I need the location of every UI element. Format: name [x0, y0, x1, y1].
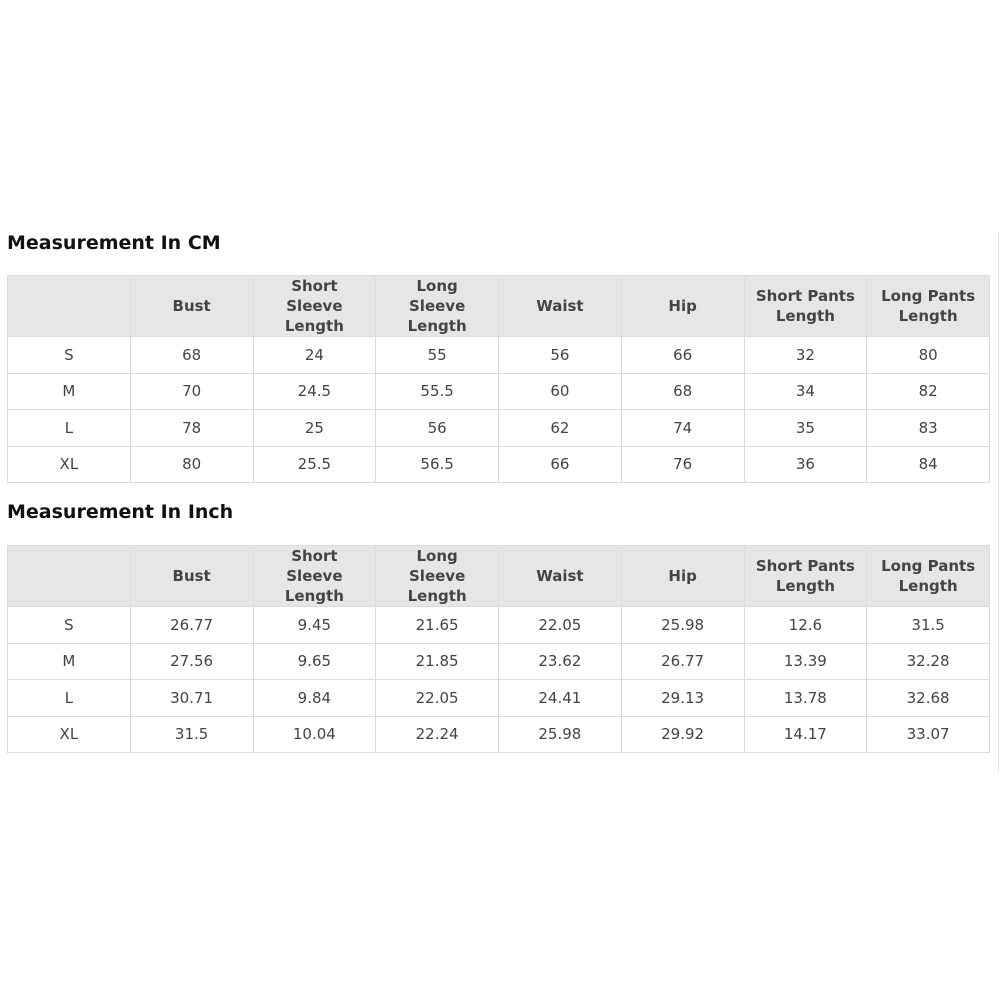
column-header-label: Short Pants Length [755, 287, 855, 325]
measurement-cell: 23.62 [499, 643, 622, 680]
measurement-cell: 56.5 [376, 446, 499, 483]
measurement-cell: 78 [130, 410, 253, 447]
measurement-cell: 56 [499, 337, 622, 374]
table-row [8, 337, 990, 374]
column-header [130, 546, 253, 607]
header-row [8, 276, 990, 337]
size-label-cell: M [8, 373, 131, 410]
section-title-cm: Measurement In CM [7, 232, 221, 254]
header-cell-size [8, 276, 131, 337]
measurement-cell: 9.45 [253, 607, 376, 644]
column-header [621, 546, 744, 607]
measurement-cell: 62 [499, 410, 622, 447]
column-header [253, 276, 376, 337]
size-table-cm [7, 275, 990, 483]
measurement-cell: 25.98 [621, 607, 744, 644]
column-header-label: Long Pants Length [881, 557, 976, 595]
measurement-cell: 55.5 [376, 373, 499, 410]
table-row [8, 607, 990, 644]
column-header [499, 276, 622, 337]
size-table-inch [7, 545, 990, 753]
column-header-label: Short Pants Length [755, 557, 855, 595]
table-row [8, 410, 990, 447]
page-edge-line [998, 232, 999, 772]
column-header [376, 276, 499, 337]
measurement-cell: 31.5 [130, 716, 253, 753]
measurement-cell: 13.78 [744, 680, 867, 717]
measurement-cell: 22.24 [376, 716, 499, 753]
size-label-cell: XL [8, 716, 131, 753]
table-row [8, 446, 990, 483]
column-header-label: Hip [668, 297, 697, 315]
column-header [744, 276, 867, 337]
header-cell-size [8, 546, 131, 607]
measurement-cell: 80 [130, 446, 253, 483]
column-header-label: Bust [172, 567, 211, 585]
measurement-cell: 66 [499, 446, 622, 483]
measurement-cell: 60 [499, 373, 622, 410]
measurement-cell: 22.05 [376, 680, 499, 717]
column-header-label: Short Sleeve Length [284, 547, 344, 605]
measurement-cell: 76 [621, 446, 744, 483]
size-label-cell: L [8, 680, 131, 717]
column-header [621, 276, 744, 337]
measurement-cell: 9.65 [253, 643, 376, 680]
table-body [8, 337, 990, 483]
measurement-cell: 12.6 [744, 607, 867, 644]
measurement-cell: 25.5 [253, 446, 376, 483]
column-header-label: Long Sleeve Length [407, 277, 467, 335]
column-header-label: Long Pants Length [881, 287, 976, 325]
column-header [744, 546, 867, 607]
measurement-cell: 9.84 [253, 680, 376, 717]
column-header-label: Hip [668, 567, 697, 585]
measurement-cell: 24.41 [499, 680, 622, 717]
measurement-cell: 14.17 [744, 716, 867, 753]
measurement-cell: 26.77 [621, 643, 744, 680]
measurement-cell: 10.04 [253, 716, 376, 753]
size-label-cell: M [8, 643, 131, 680]
measurement-cell: 21.65 [376, 607, 499, 644]
measurement-cell: 83 [867, 410, 990, 447]
measurement-cell: 34 [744, 373, 867, 410]
measurement-cell: 74 [621, 410, 744, 447]
measurement-cell: 55 [376, 337, 499, 374]
measurement-cell: 32.28 [867, 643, 990, 680]
measurement-cell: 24 [253, 337, 376, 374]
table-row [8, 716, 990, 753]
measurement-cell: 80 [867, 337, 990, 374]
column-header [867, 276, 990, 337]
column-header [499, 546, 622, 607]
measurement-cell: 26.77 [130, 607, 253, 644]
measurement-cell: 70 [130, 373, 253, 410]
size-label-cell: S [8, 607, 131, 644]
measurement-cell: 29.13 [621, 680, 744, 717]
table-row [8, 643, 990, 680]
size-label-cell: XL [8, 446, 131, 483]
measurement-cell: 68 [621, 373, 744, 410]
section-title-inch: Measurement In Inch [7, 501, 234, 523]
measurement-cell: 31.5 [867, 607, 990, 644]
table-row [8, 680, 990, 717]
measurement-cell: 82 [867, 373, 990, 410]
size-label-cell: S [8, 337, 131, 374]
measurement-cell: 30.71 [130, 680, 253, 717]
measurement-cell: 84 [867, 446, 990, 483]
column-header-label: Waist [536, 297, 584, 315]
measurement-cell: 33.07 [867, 716, 990, 753]
measurement-cell: 56 [376, 410, 499, 447]
measurement-cell: 66 [621, 337, 744, 374]
measurement-cell: 36 [744, 446, 867, 483]
measurement-cell: 27.56 [130, 643, 253, 680]
header-row [8, 546, 990, 607]
measurement-cell: 35 [744, 410, 867, 447]
measurement-cell: 21.85 [376, 643, 499, 680]
column-header [130, 276, 253, 337]
column-header-label: Long Sleeve Length [407, 547, 467, 605]
column-header-label: Short Sleeve Length [284, 277, 344, 335]
measurement-cell: 13.39 [744, 643, 867, 680]
column-header [376, 546, 499, 607]
measurement-cell: 68 [130, 337, 253, 374]
table-body [8, 607, 990, 753]
column-header-label: Waist [536, 567, 584, 585]
measurement-cell: 22.05 [499, 607, 622, 644]
measurement-cell: 24.5 [253, 373, 376, 410]
measurement-cell: 32 [744, 337, 867, 374]
measurement-cell: 25.98 [499, 716, 622, 753]
column-header [867, 546, 990, 607]
measurement-cell: 32.68 [867, 680, 990, 717]
table-row [8, 373, 990, 410]
size-label-cell: L [8, 410, 131, 447]
measurement-cell: 25 [253, 410, 376, 447]
measurement-cell: 29.92 [621, 716, 744, 753]
column-header [253, 546, 376, 607]
column-header-label: Bust [172, 297, 211, 315]
